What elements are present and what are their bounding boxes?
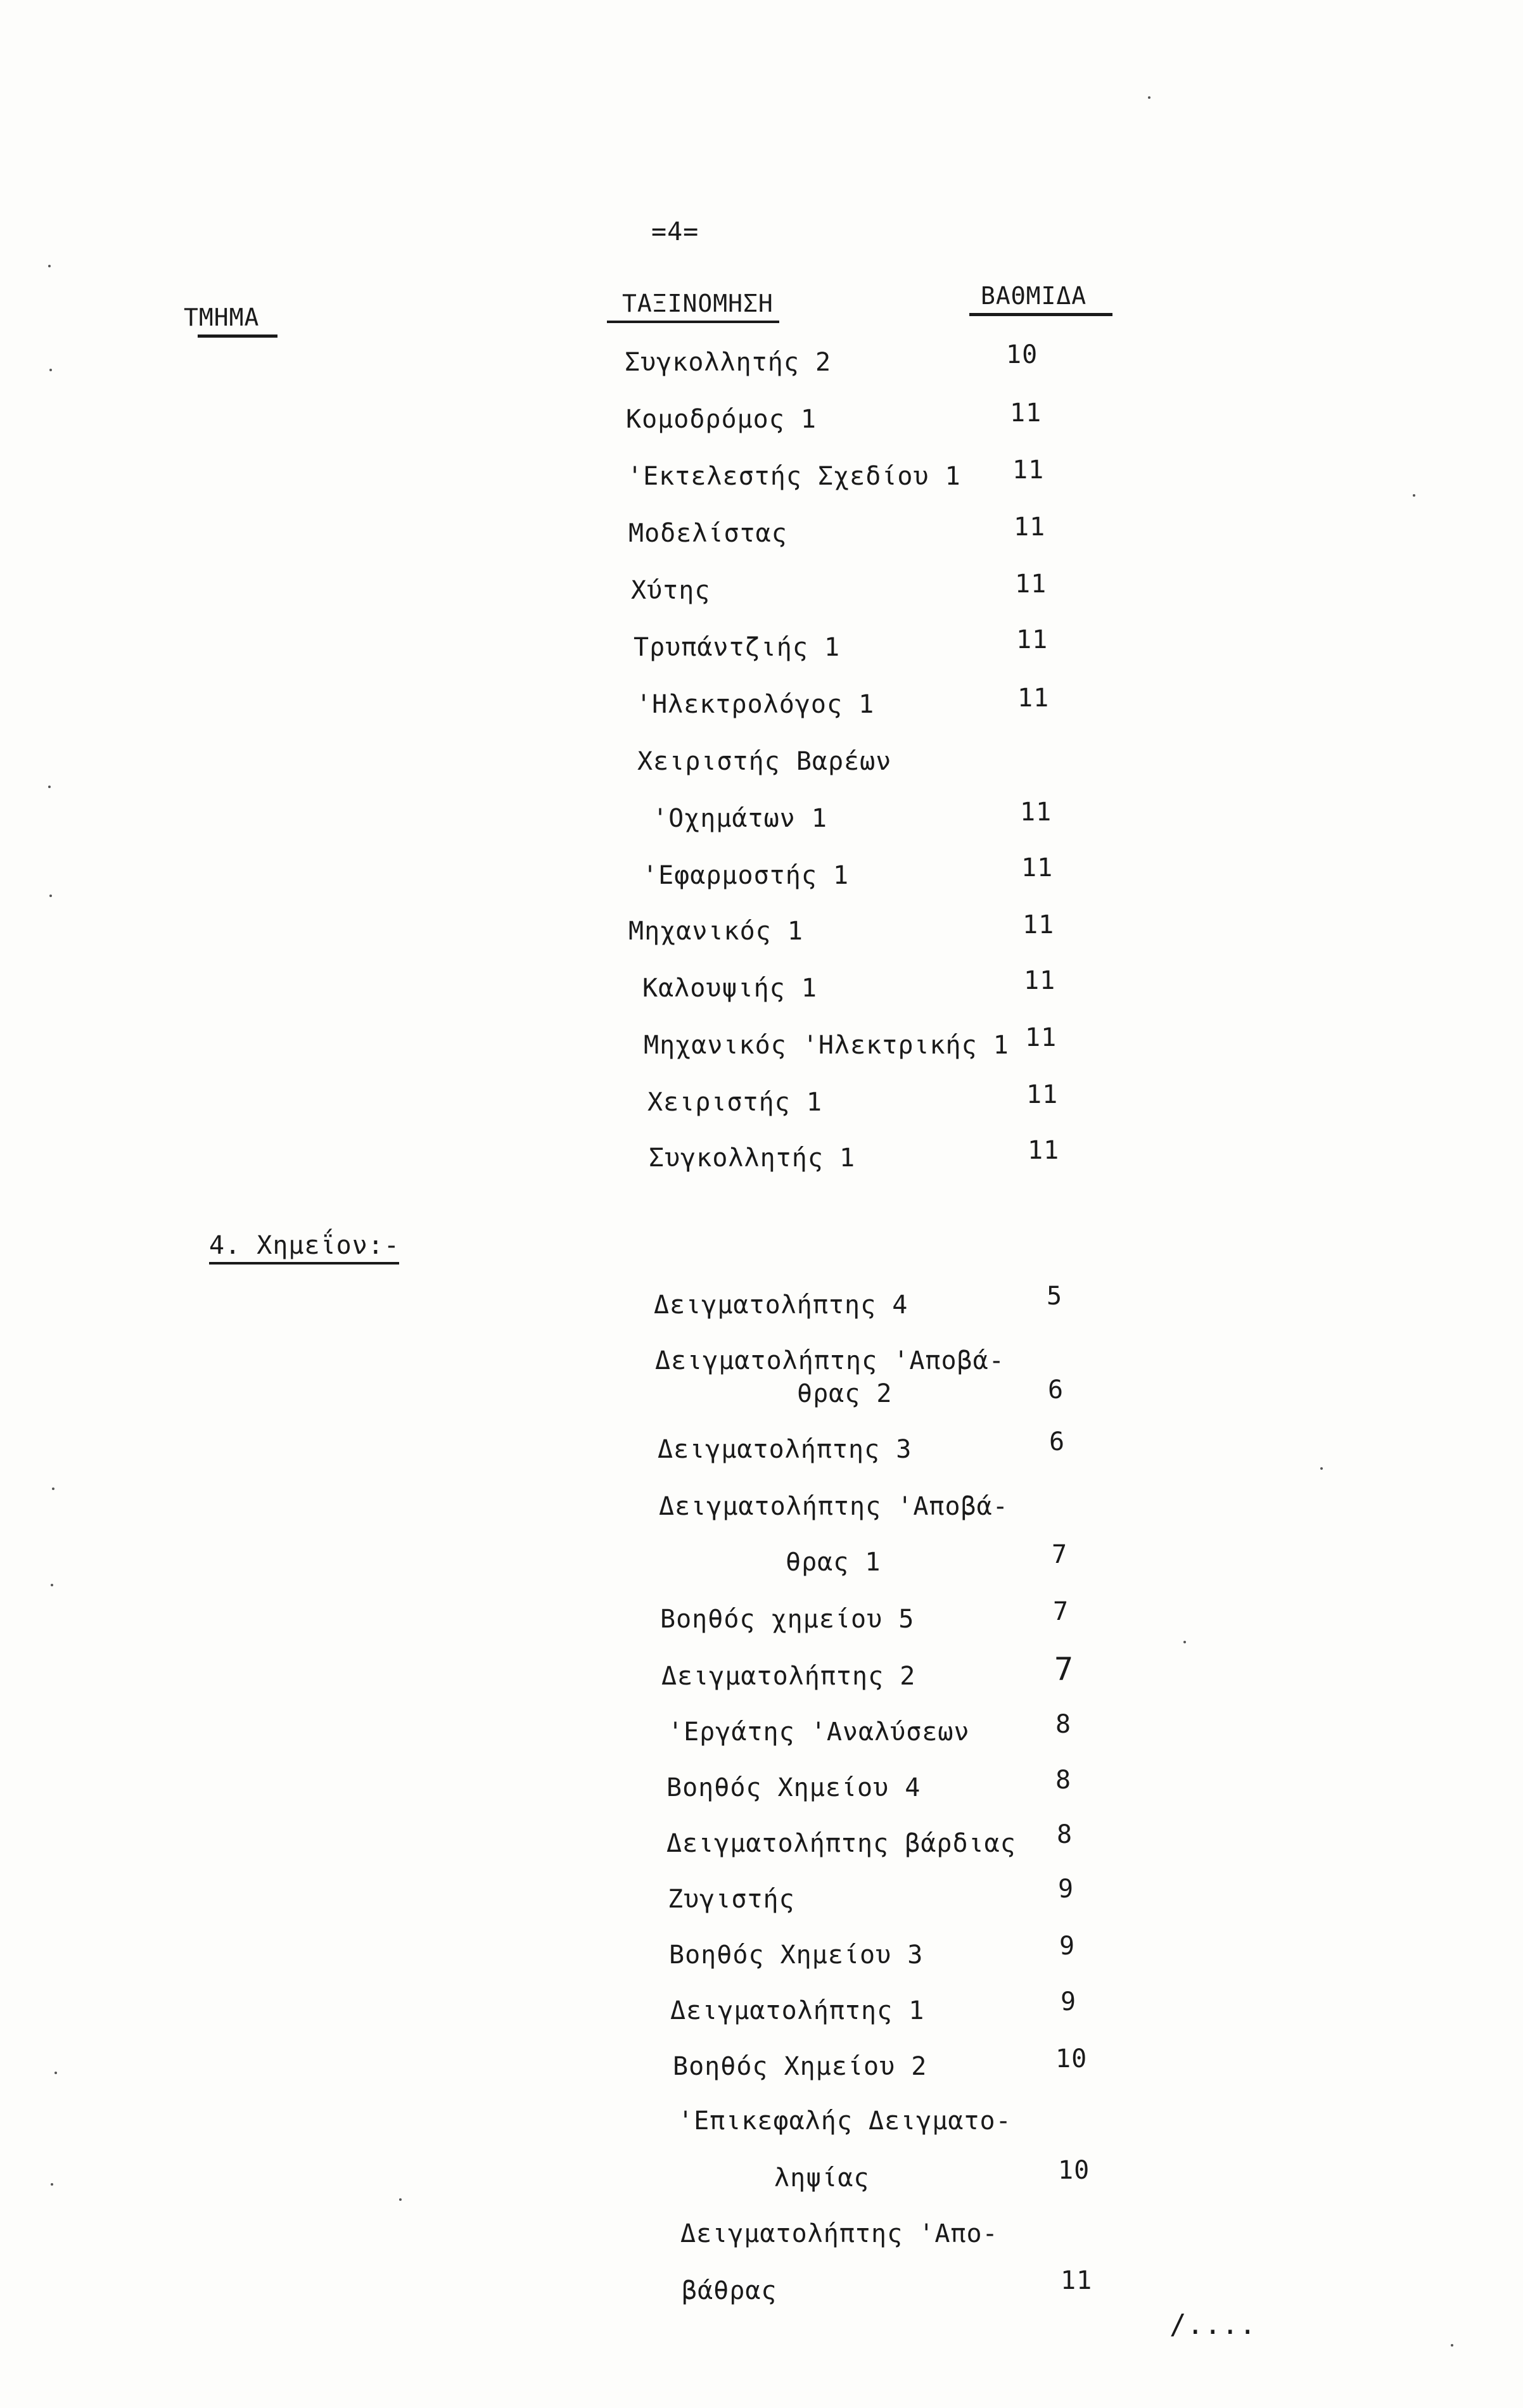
row-name: Συγκολλητής 1 <box>649 1143 856 1173</box>
row-grade: 11 <box>1014 513 1046 542</box>
row-name: ληψίας <box>774 2163 870 2193</box>
row-grade: 10 <box>1058 2156 1090 2185</box>
row-name: Βοηθός Χημείου 2 <box>673 2052 927 2081</box>
row-name: Βοηθός Χημείου 4 <box>666 1773 921 1802</box>
row-name: Μοδελίστας <box>628 519 787 548</box>
row-name: θρας 2 <box>797 1379 893 1408</box>
row-name: Δειγματολήπτης 'Αποβά- <box>659 1492 1009 1521</box>
section-title: 4. Χημεΐον:- <box>209 1231 400 1260</box>
scan-speck <box>1451 2344 1453 2347</box>
row-grade: 7 <box>1052 1540 1068 1569</box>
row-name: Δειγματολήπτης 'Αποβά- <box>655 1346 1005 1375</box>
scan-speck <box>1148 96 1150 99</box>
scan-speck <box>48 265 51 267</box>
row-grade: 9 <box>1059 1932 1076 1961</box>
row-grade: 11 <box>1061 2266 1093 2295</box>
row-grade: 6 <box>1049 1427 1066 1456</box>
row-name: Δειγματολήπτης 2 <box>661 1662 916 1691</box>
row-name: 'Οχημάτων 1 <box>653 804 827 833</box>
row-name: Ζυγιστής <box>668 1885 795 1914</box>
row-name: Μηχανικός 'Ηλεκτρικής 1 <box>644 1031 1009 1060</box>
header-section-underline <box>198 334 277 338</box>
scan-speck <box>1183 1641 1186 1643</box>
row-grade: 7 <box>1054 1651 1074 1688</box>
header-grade: ΒΑΘΜΙΔΑ <box>981 282 1087 310</box>
row-grade: 10 <box>1006 340 1038 369</box>
row-name: Δειγματολήπτης 4 <box>654 1290 908 1320</box>
row-grade: 7 <box>1053 1597 1069 1626</box>
row-name: Συγκολλητής 2 <box>625 348 832 377</box>
row-grade: 11 <box>1025 1023 1057 1052</box>
row-name: 'Εκτελεστής Σχεδίου 1 <box>627 462 961 491</box>
row-name: 'Εργάτης 'Αναλύσεων <box>668 1717 970 1747</box>
row-grade: 11 <box>1021 853 1054 882</box>
row-grade: 11 <box>1023 910 1055 940</box>
row-name: 'Ηλεκτρολόγος 1 <box>636 690 875 719</box>
row-grade: 11 <box>1028 1136 1060 1165</box>
scan-speck <box>1320 1467 1323 1470</box>
row-name: θρας 1 <box>786 1548 881 1577</box>
scan-speck <box>51 1584 53 1586</box>
scan-speck <box>54 2072 57 2074</box>
row-name: Τρυπάντζιής 1 <box>634 633 841 662</box>
scan-speck <box>48 786 51 788</box>
row-grade: 11 <box>1016 625 1048 654</box>
row-name: Χειριστής Βαρέων <box>637 747 892 776</box>
scan-speck <box>52 1487 54 1490</box>
scan-speck <box>51 2183 53 2186</box>
scan-speck <box>1413 494 1415 497</box>
row-grade: 9 <box>1058 1875 1074 1904</box>
scan-speck <box>49 369 52 371</box>
row-name: 'Επικεφαλής Δειγματο- <box>678 2106 1012 2136</box>
row-name: Δειγματολήπτης 3 <box>658 1435 912 1464</box>
row-grade: 11 <box>1012 455 1045 485</box>
row-name: βάθρας <box>682 2276 777 2305</box>
row-name: Βοηθός Χημείου 3 <box>669 1940 924 1970</box>
row-grade: 5 <box>1047 1282 1063 1311</box>
row-grade: 10 <box>1055 2044 1088 2074</box>
header-classification-underline <box>607 321 779 323</box>
continuation-mark: /.... <box>1169 2309 1257 2341</box>
row-grade: 8 <box>1057 1820 1073 1849</box>
row-name: Βοηθός χημείου 5 <box>660 1605 915 1634</box>
row-grade: 8 <box>1055 1710 1072 1739</box>
row-grade: 6 <box>1048 1375 1064 1405</box>
row-name: Δειγματολήπτης 1 <box>670 1996 925 2025</box>
scan-speck <box>49 895 52 897</box>
row-name: Κομοδρόμος 1 <box>626 405 817 434</box>
row-name: Καλουψιής 1 <box>642 974 817 1003</box>
row-name: Μηχανικός 1 <box>628 917 803 946</box>
header-section: ΤΜΗΜΑ <box>184 303 260 331</box>
header-grade-underline <box>969 313 1112 316</box>
row-grade: 11 <box>1026 1080 1059 1109</box>
row-grade: 8 <box>1055 1766 1072 1795</box>
row-grade: 11 <box>1024 966 1056 995</box>
row-grade: 11 <box>1017 684 1050 713</box>
row-name: Δειγματολήπτης 'Απο- <box>680 2219 998 2248</box>
page-number: =4= <box>651 217 699 246</box>
row-name: Δειγματολήπτης βάρδιας <box>666 1829 1016 1858</box>
row-name: 'Εφαρμοστής 1 <box>642 861 850 890</box>
header-classification: ΤΑΞΙΝΟΜΗΣΗ <box>622 290 774 317</box>
row-name: Χύτης <box>631 576 711 605</box>
row-name: Χειριστής 1 <box>647 1088 822 1117</box>
row-grade: 11 <box>1010 398 1042 428</box>
section-title-underline <box>209 1262 399 1265</box>
row-grade: 11 <box>1015 570 1047 599</box>
row-grade: 9 <box>1061 1987 1077 2016</box>
row-grade: 11 <box>1020 798 1052 827</box>
scan-speck <box>399 2198 402 2201</box>
